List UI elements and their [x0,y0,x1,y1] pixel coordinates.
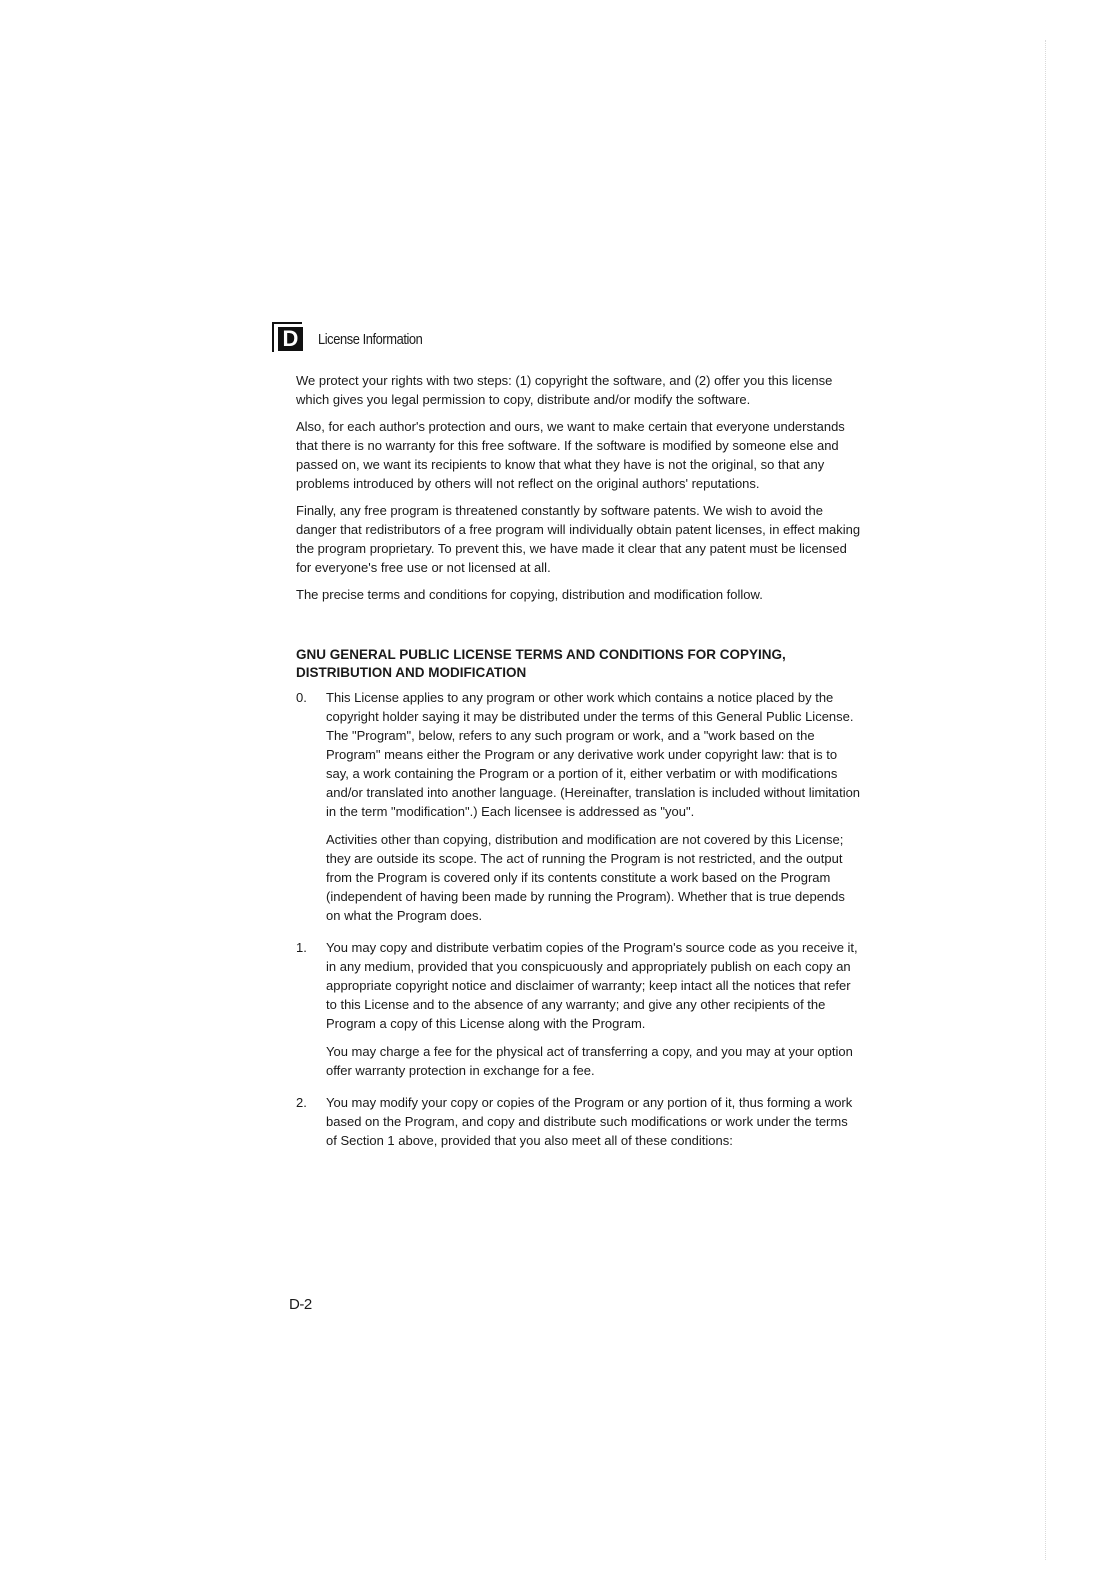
page-number: D-2 [289,1296,312,1313]
item-paragraph: You may copy and distribute verbatim copies of the Program's source code as you receive it, in any medium, provided that you conspicuously and appropriately publish on each copy an appropriate copyright notice and disclaimer of warranty; keep intact all the notices that refer to this License and to the absence of any warranty; and give any other recipients of the Program a copy of this License along with the Program. [326,940,858,1031]
chapter-letter: D [278,327,303,351]
chapter-title: License Information [318,330,423,348]
license-item-2 [296,1093,862,1150]
intro-paragraph: The precise terms and conditions for copying, distribution and modification follow. [296,587,763,602]
license-body [296,371,862,1163]
item-paragraph: Activities other than copying, distribution and modification are not covered by this License; they are outside its scope. The act of running the Program is not restricted, and the output from the Program is covered only if its contents constitute a work based on the Program (independent of having been made by running the Program). Whether that is true depends on what the Program does. [326,832,845,923]
section-title: GNU GENERAL PUBLIC LICENSE TERMS AND CONDITIONS FOR COPYING, DISTRIBUTION AND MODIFICATION [296,647,786,680]
item-number: 2. [296,1095,307,1110]
item-number: 0. [296,690,307,705]
scan-edge-line [1045,40,1047,1560]
item-paragraph: You may charge a fee for the physical act of transferring a copy, and you may at your option offer warranty protection in exchange for a fee. [326,1044,853,1078]
item-number: 1. [296,940,307,955]
license-item-0 [296,688,862,925]
chapter-header [272,322,439,352]
item-paragraph: You may modify your copy or copies of the Program or any portion of it, thus forming a work based on the Program, and copy and distribute such modifications or work under the terms of Section 1 above, provided that you also meet all of these conditions: [326,1095,853,1148]
item-paragraph: This License applies to any program or other work which contains a notice placed by the copyright holder saying it may be distributed under the terms of this General Public License. The "Program", below, refers to any such program or work, and a "work based on the Program" means either the Program or any derivative work under copyright law: that is to say, a work containing the Program or a portion of it, either verbatim or with modifications and/or translated into another language. (Hereinafter, translation is included without limitation in the term "modification".) Each licensee is addressed as "you". [326,690,861,819]
intro-paragraph: We protect your rights with two steps: (1) copyright the software, and (2) offer you this license which gives you legal permission to copy, distribute and/or modify the software. [296,373,833,407]
intro-paragraph: Finally, any free program is threatened constantly by software patents. We wish to avoid the danger that redistributors of a free program will individually obtain patent licenses, in effect making the program proprietary. To prevent this, we have made it clear that any patent must be licensed for everyone's free use or not licensed at all. [296,503,861,575]
intro-paragraph: Also, for each author's protection and ours, we want to make certain that everyone understands that there is no warranty for this free software. If the software is modified by someone else and passed on, we want its recipients to know that what they have is not the original, so that any problems introduced by others will not reflect on the original authors' reputations. [296,419,845,491]
license-item-1 [296,938,862,1080]
chapter-tab-icon [272,322,304,352]
